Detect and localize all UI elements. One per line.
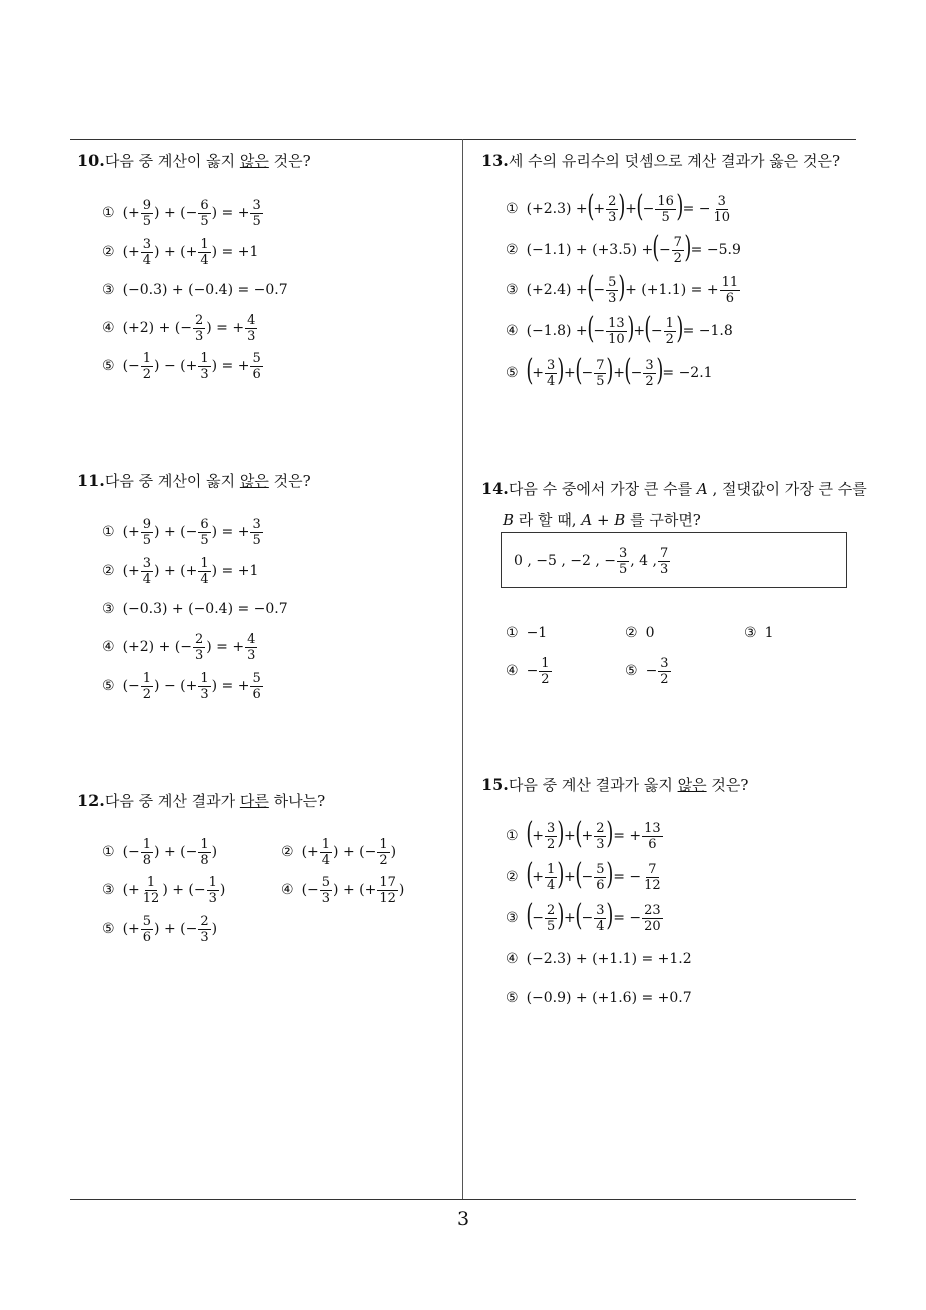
question-14-prompt-line1: 14.다음 수 중에서 가장 큰 수를 A , 절댓값이 가장 큰 수를 [481,479,867,498]
column-divider [462,139,463,1200]
question-13-prompt: 13.세 수의 유리수의 덧셈으로 계산 결과가 옳은 것은? [481,151,841,170]
question-12 [77,790,325,811]
q15-option-4[interactable]: ④ (−2.3) + (+1.1) = +1.2 [506,951,692,967]
q10-option-1[interactable]: ① (+ $\frac{9}{5}$ ) + (− $\frac{6}{5}$ ) = + $\frac{3}{5}$ [102,197,261,229]
q10-option-2[interactable]: ② (+ $\frac{3}{4}$ ) + (+ $\frac{1}{4}$ ) = +1 [102,236,259,268]
question-13 [481,150,840,171]
q10-option-4[interactable]: ④ (+2) + (− $\frac{2}{3}$ ) = + $\frac{4}{3}$ [102,312,256,344]
question-10-prompt: 10.다음 중 계산이 옳지 않은 것은? [77,151,311,170]
question-15-prompt: 15.다음 중 계산 결과가 옳지 않은 것은? [481,775,749,794]
q14-option-1[interactable]: ① −1 [506,625,548,641]
q15-option-5[interactable]: ⑤ (−0.9) + (+1.6) = +0.7 [506,990,692,1006]
question-11-prompt: 11.다음 중 계산이 옳지 않은 것은? [77,471,311,490]
q12-option-4[interactable]: ④ (− $\frac{5}{3}$ ) + (+ $\frac{17}{12}$ ) [281,874,405,906]
question-12-prompt: 12.다음 중 계산 결과가 다른 하나는? [77,791,326,810]
q11-option-1[interactable]: ① (+ $\frac{9}{5}$ ) + (− $\frac{6}{5}$ ) = + $\frac{3}{5}$ [102,516,261,548]
q12-option-3[interactable]: ③ (+ $\frac{1}{12}$ ) + (− $\frac{1}{3}$ ) [102,874,226,906]
q14-option-2[interactable]: ② 0 [625,625,655,641]
question-11 [77,470,311,491]
q10-option-5[interactable]: ⑤ (− $\frac{1}{2}$ ) − (+ $\frac{1}{3}$ ) = + $\frac{5}{6}$ [102,350,261,382]
q14-option-5[interactable]: ⑤ − $\frac{3}{2}$ [625,655,669,687]
question-15 [481,774,748,795]
q14-number-box [501,532,847,588]
q11-option-3[interactable]: ③ (−0.3) + (−0.4) = −0.7 [102,601,288,617]
q11-option-2[interactable]: ② (+ $\frac{3}{4}$ ) + (+ $\frac{1}{4}$ ) = +1 [102,555,259,587]
question-14 [481,478,867,530]
q12-option-2[interactable]: ② (+ $\frac{1}{4}$ ) + (− $\frac{1}{2}$ ) [281,836,397,868]
q12-option-1[interactable]: ① (− $\frac{1}{8}$ ) + (− $\frac{1}{8}$ ) [102,836,218,868]
q10-option-3[interactable]: ③ (−0.3) + (−0.4) = −0.7 [102,282,288,298]
question-14-prompt-line2: B 라 할 때, A + B 를 구하면? [503,511,701,529]
q15-option-1[interactable]: ① ( + $\frac{3}{2}$ ) + ( + $\frac{2}{3}$ ) = + $\frac{13}{6}$ [506,816,661,852]
q13-option-5[interactable]: ⑤ ( + $\frac{3}{4}$ ) + ( − $\frac{7}{5}$ ) + ( − $\frac{3}{2}$ ) = −2.1 [506,353,713,389]
bottom-rule [70,1199,856,1200]
q12-option-5[interactable]: ⑤ (+ $\frac{5}{6}$ ) + (− $\frac{2}{3}$ ) [102,913,218,945]
q13-option-3[interactable]: ③ (+2.4) + ( − $\frac{5}{3}$ ) + (+1.1) = + $\frac{11}{6}$ [506,270,739,306]
q11-option-4[interactable]: ④ (+2) + (− $\frac{2}{3}$ ) = + $\frac{4}{3}$ [102,631,256,663]
q13-option-2[interactable]: ② (−1.1) + (+3.5) + ( − $\frac{7}{2}$ ) = −5.9 [506,230,741,266]
q15-option-3[interactable]: ③ ( − $\frac{2}{5}$ ) + ( − $\frac{3}{4}$ ) = − $\frac{23}{20}$ [506,898,661,934]
page-number: 3 [456,1208,470,1230]
q14-option-3[interactable]: ③ 1 [744,625,774,641]
top-rule [70,139,856,140]
question-10 [77,150,311,171]
q13-option-4[interactable]: ④ (−1.8) + ( − $\frac{13}{10}$ ) + ( − $\frac{1}{2}$ ) = −1.8 [506,311,733,347]
q15-option-2[interactable]: ② ( + $\frac{1}{4}$ ) + ( − $\frac{5}{6}$ ) = − $\frac{7}{12}$ [506,857,661,893]
q14-number-list: 0 , −5 , −2 , − $\frac{3}{5}$ , 4 , 7 3 [514,545,669,577]
q11-option-5[interactable]: ⑤ (− $\frac{1}{2}$ ) − (+ $\frac{1}{3}$ ) = + $\frac{5}{6}$ [102,670,261,702]
q13-option-1[interactable]: ① (+2.3) + ( + $\frac{2}{3}$ ) + ( − $\frac{16}{5}$ ) = − $\frac{3}{10}$ [506,189,731,225]
q14-option-4[interactable]: ④ − $\frac{1}{2}$ [506,655,550,687]
